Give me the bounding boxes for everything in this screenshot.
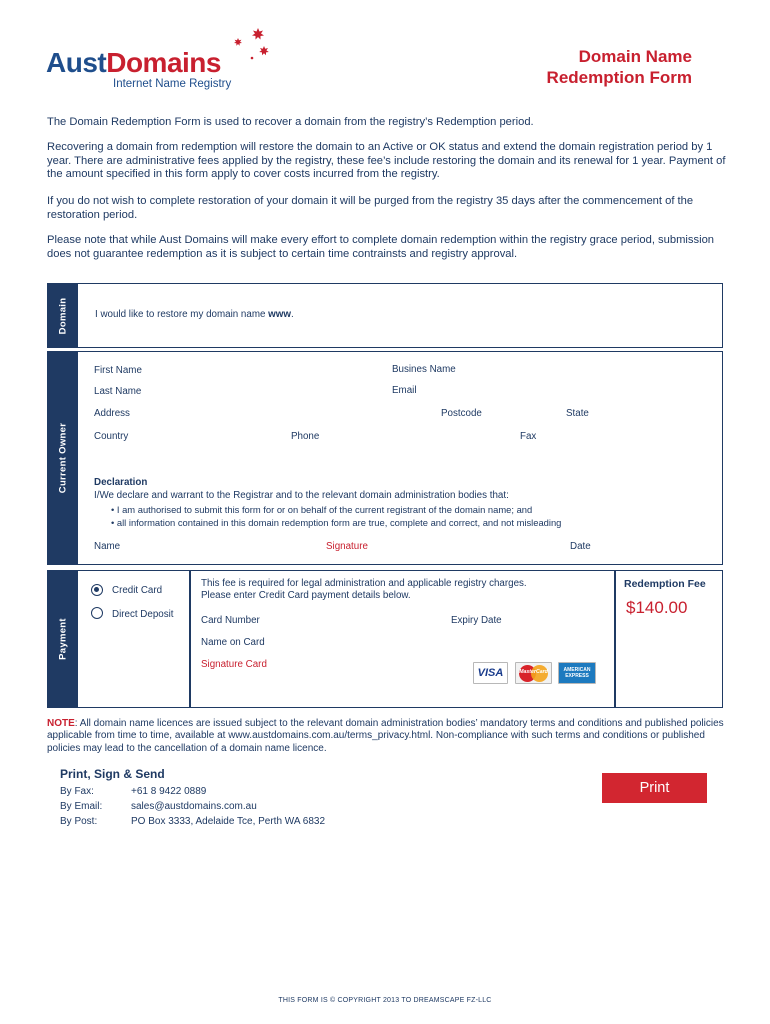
mastercard-text: MasterCard: [519, 669, 548, 675]
last-name-field[interactable]: Last Name: [94, 386, 142, 397]
note-paragraph: [47, 718, 727, 755]
date-field[interactable]: Date: [570, 541, 591, 552]
print-button[interactable]: Print: [602, 773, 707, 803]
note-label: NOTE: [47, 718, 75, 729]
business-name-field[interactable]: Busines Name: [392, 364, 456, 375]
credit-card-label: Credit Card: [112, 585, 163, 596]
amex-logo: [558, 662, 596, 684]
country-field[interactable]: Country: [94, 431, 129, 442]
redemption-fee-label-text: Redemption Fee: [624, 578, 706, 590]
phone-field[interactable]: Phone: [291, 431, 320, 442]
domain-tab-label: Domain: [57, 297, 69, 334]
email-value[interactable]: sales@austdomains.com.au: [131, 801, 257, 812]
email-label: By Email:: [60, 801, 103, 812]
amex-text-1: AMERICAN: [563, 667, 591, 673]
declaration-title: [94, 477, 147, 488]
logo-domains: Domains: [106, 47, 221, 78]
fax-field[interactable]: Fax: [520, 431, 537, 442]
domain-section: [47, 283, 723, 348]
redemption-fee-label: [624, 578, 706, 590]
note-text: : All domain name licences are issued subject to the relevant domain administration bodies’ mandatory terms and conditions and published policies applicable from time to time, available at www.austdomains.com.au/terms_privacy.html. Non-compliance with such terms and conditions or published policies may lead to the cancellation of a domain name licence.: [47, 718, 724, 754]
stars-icon: [228, 26, 276, 66]
first-name-field[interactable]: First Name: [94, 365, 142, 376]
post-value: PO Box 3333, Adelaide Tce, Perth WA 6832: [131, 816, 326, 827]
send-title: Print, Sign & Send: [60, 767, 165, 781]
current-owner-tab-label: Current Owner: [57, 422, 69, 494]
current-owner-tab: [48, 352, 78, 564]
payment-divider-left: [189, 571, 191, 707]
payment-divider-right: [614, 571, 616, 707]
signature-card-field[interactable]: Signature Card: [201, 659, 267, 670]
payment-tab-label: Payment: [57, 618, 69, 660]
mastercard-logo: [515, 662, 552, 684]
current-owner-section: [47, 351, 723, 565]
signature-field[interactable]: Signature: [326, 541, 368, 552]
fee-note-1: This fee is required for legal administration and applicable registry charges.: [201, 578, 527, 589]
fax-value: +61 8 9422 0889: [131, 786, 207, 797]
form-title: [492, 46, 692, 88]
fax-label: By Fax:: [60, 786, 94, 797]
email-field[interactable]: Email: [392, 385, 417, 396]
address-field[interactable]: Address: [94, 408, 130, 419]
post-label: By Post:: [60, 816, 98, 827]
direct-deposit-label: Direct Deposit: [112, 609, 174, 620]
intro-paragraph-3: If you do not wish to complete restoration of your domain it will be purged from the registry 35 days after the commencement of the restoration period.: [47, 195, 694, 221]
logo-subtitle: Internet Name Registry: [113, 78, 232, 90]
payment-tab: [48, 571, 78, 707]
name-on-card-field[interactable]: Name on Card: [201, 637, 265, 648]
declaration-bullet-2: • all information contained in this domain redemption form are true, complete and correct, and not misleading: [111, 517, 562, 528]
domain-dot: .: [291, 309, 294, 320]
payment-section: [47, 570, 723, 708]
redemption-fee-amount: $140.00: [626, 598, 688, 617]
intro-paragraph-4: Please note that while Aust Domains will make every effort to complete domain redemption within the registry grace period, submission does not guarantee redemption as it is subject to certain time contrainsts and registry approval.: [47, 234, 715, 260]
declaration-bullet-1: • I am authorised to submit this form for or on behalf of the current registrant of the domain name; and: [111, 504, 533, 515]
amex-text-2: EXPRESS: [565, 673, 589, 679]
form-title-line1: Domain Name: [578, 47, 692, 66]
card-number-field[interactable]: Card Number: [201, 615, 260, 626]
visa-logo: VISA: [473, 662, 508, 684]
intro-paragraph-2: Recovering a domain from redemption will restore the domain to an Active or OK status and extend the domain registration period by 1 year. There are administrative fees applied by the registry, these fee’s include restoring the domain and its renewal for 1 year. Payment of the amount specified in this form apply to cover costs incurred from the registry.: [47, 141, 726, 181]
logo: [46, 48, 221, 78]
fee-note-2: Please enter Credit Card payment details below.: [201, 590, 411, 601]
copyright-footer: THIS FORM IS © COPYRIGHT 2013 TO DREAMSCAPE FZ-LLC: [278, 997, 492, 1004]
direct-deposit-radio[interactable]: [91, 607, 103, 619]
postcode-field[interactable]: Postcode: [441, 408, 482, 419]
credit-card-radio[interactable]: [91, 584, 103, 596]
domain-name-label: I would like to restore my domain name: [95, 309, 269, 320]
domain-www: www: [268, 309, 292, 320]
intro-paragraph-1: The Domain Redemption Form is used to recover a domain from the registry’s Redemption period.: [47, 116, 534, 128]
domain-tab: [48, 284, 78, 347]
state-field[interactable]: State: [566, 408, 589, 419]
form-title-line2: Redemption Form: [546, 68, 692, 87]
declaration-text: I/We declare and warrant to the Registrar and to the relevant domain administration bodies that:: [94, 490, 509, 501]
logo-aust: Aust: [46, 47, 107, 78]
expiry-date-field[interactable]: Expiry Date: [451, 615, 502, 626]
domain-name-field[interactable]: [95, 309, 294, 320]
name-field[interactable]: Name: [94, 541, 121, 552]
declaration-title-text: Declaration: [94, 477, 148, 488]
